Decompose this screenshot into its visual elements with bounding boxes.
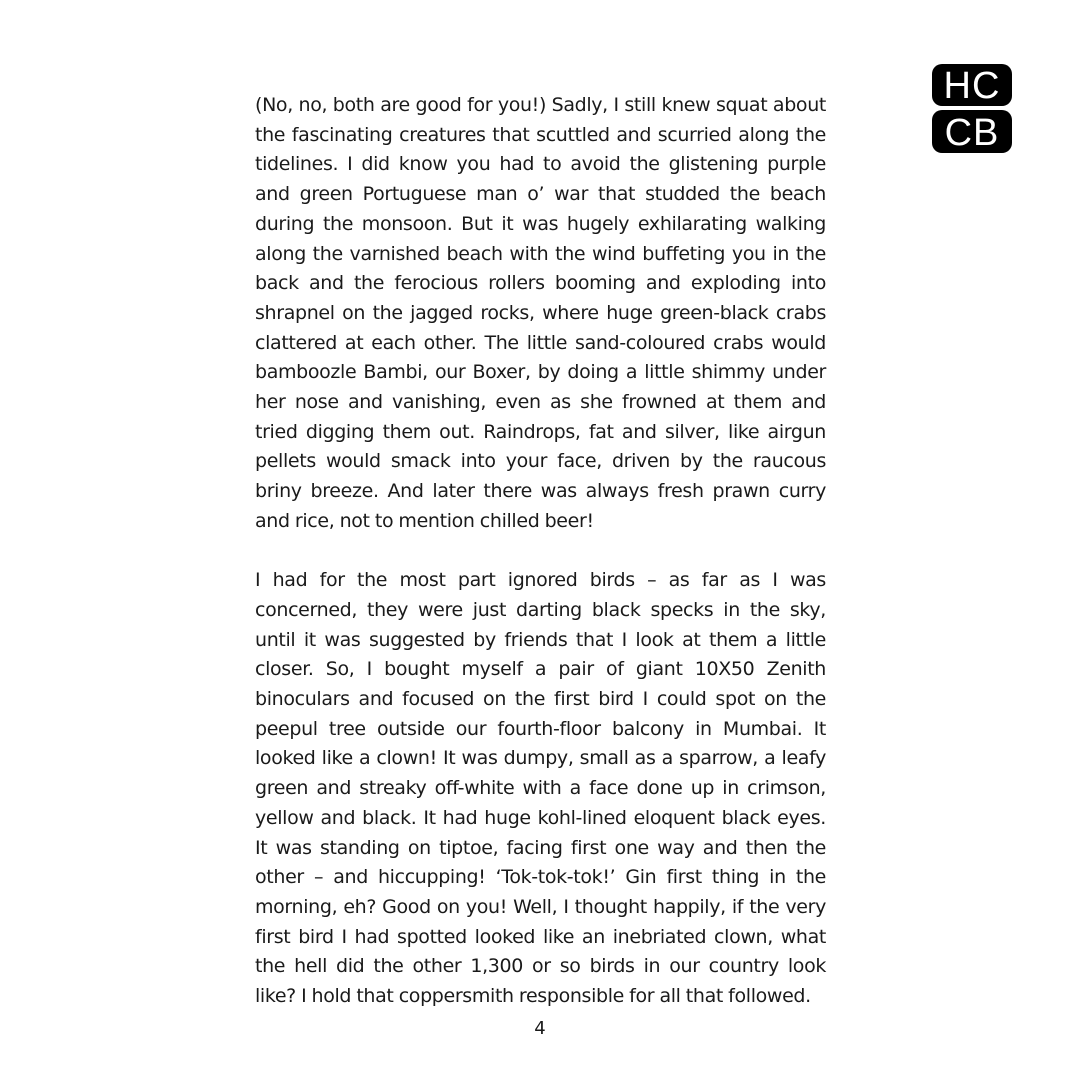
body-text [255, 91, 826, 1041]
logo-top-text: HC [943, 65, 1001, 107]
hccb-logo-icon [932, 64, 1012, 153]
publisher-logo [932, 64, 1012, 153]
paragraph-2: I had for the most part ignored birds – as far as I was concerned, they were just darting black specks in the sky, until it was suggested by friends that I look at them a little closer. So, I bought myself a pair of giant 10X50 Zenith binoculars and focused on the first bird I could spot on the peepul tree outside our fourth-floor balcony in Mumbai. It looked like a clown! It was dumpy, small as a sparrow, a leafy green and streaky off-white with a face done up in crimson, yellow and black. It had huge kohl-lined eloquent black eyes. It was standing on tiptoe, facing first one way and then the other – and hiccupping! ‘Tok-tok-tok!’ Gin first thing in the morning, eh? Good on you! Well, I thought happily, if the very first bird I had spotted looked like an inebriated clown, what the hell did the other 1,300 or so birds in our country look like? I hold that coppersmith responsible for all that followed. [255, 569, 826, 1008]
paragraph-1: (No, no, both are good for you!) Sadly, I still knew squat about the fascinating creatures that scuttled and scurried along the tidelines. I did know you had to avoid the glistening purple and green Portuguese man o’ war that studded the beach during the monsoon. But it was hugely exhilarating walking along the varnished beach with the wind buffeting you in the back and the ferocious rollers booming and exploding into shrapnel on the jagged rocks, where huge green-black crabs clattered at each other. The little sand-coloured crabs would bamboozle Bambi, our Boxer, by doing a little shimmy under her nose and vanishing, even as she frowned at them and tried digging them out. Raindrops, fat and silver, like airgun pellets would smack into your face, driven by the raucous briny breeze. And later there was always fresh prawn curry and rice, not to mention chilled beer! [255, 94, 826, 532]
logo-bottom-text: CB [944, 112, 1000, 153]
page-number: 4 [534, 1018, 546, 1039]
